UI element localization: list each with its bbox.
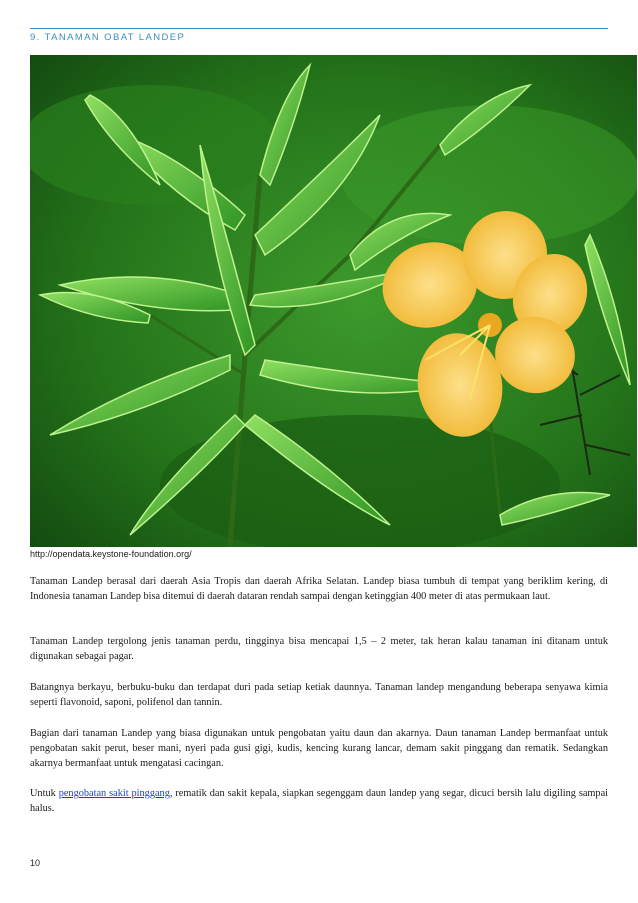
paragraph-5 (30, 786, 608, 816)
paragraph-5-end: , rematik dan sakit kepala, siapkan segenggam daun landep yang segar, dicuci bersih lalu digiling sampai halus. (30, 788, 608, 814)
header-rule (30, 28, 608, 29)
figure-caption: http://opendata.keystone-foundation.org/ (30, 549, 192, 559)
paragraph-5-start: Untuk (30, 788, 59, 799)
section-title: 9. TANAMAN OBAT LANDEP (30, 32, 186, 43)
paragraph-3: Batangnya berkayu, berbuku-buku dan terdapat duri pada setiap ketiak daunnya. Tanaman landep mengandung beberapa senyawa kimia seperti flavonoid, saponi, polifenol dan tannin. (30, 682, 608, 708)
landep-plant-photo (30, 55, 637, 547)
plant-illustration (30, 55, 637, 547)
sakit-pinggang-link[interactable]: pengobatan sakit pinggang (58, 788, 170, 799)
paragraph-2: Tanaman Landep tergolong jenis tanaman perdu, tingginya bisa mencapai 1,5 – 2 meter, tak heran kalau tanaman ini ditanam untuk digunakan sebagai pagar. (30, 636, 608, 662)
paragraph-1: Tanaman Landep berasal dari daerah Asia Tropis dan daerah Afrika Selatan. Landep biasa tumbuh di tempat yang beriklim kering, di Indonesia tanaman Landep bisa ditemui di daerah dataran rendah sampai dengan ketinggian 400 meter di atas permukaan laut. (30, 576, 608, 602)
paragraph-4: Bagian dari tanaman Landep yang biasa digunakan untuk pengobatan yaitu daun dan akarnya. Daun tanaman Landep bermanfaat untuk pengobatan sakit perut, beser mani, nyeri pada gusi gigi, kudis, kencing kurang lancar, demam sakit pinggang dan rematik. Sedangkan akarnya bermanfaat untuk mengatasi cacingan. (30, 728, 608, 769)
page-number: 10 (30, 858, 41, 868)
